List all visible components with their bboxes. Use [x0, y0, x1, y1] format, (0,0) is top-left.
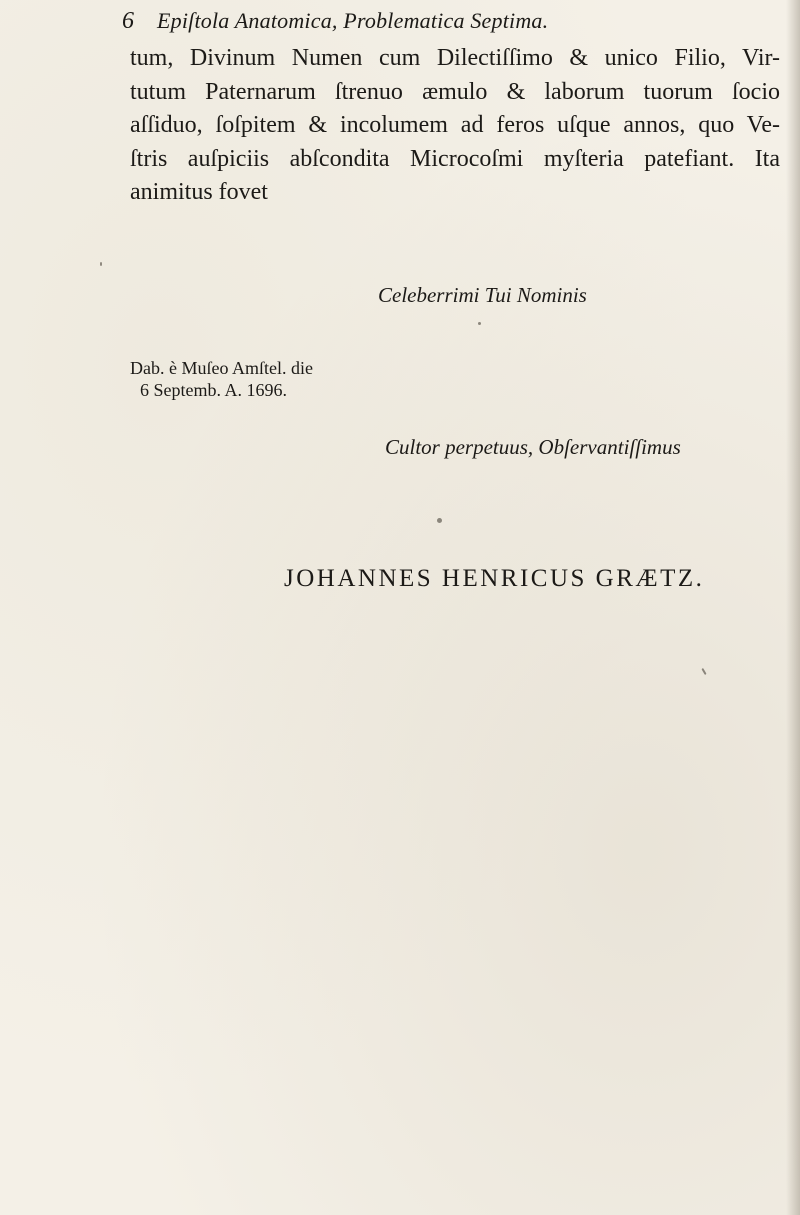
dateline-date: 6 Septemb. A. 1696.: [140, 380, 287, 400]
salutation: Celeberrimi Tui Nominis: [378, 283, 587, 307]
dateline-place: Dab. è Muſeo Amſtel. die: [130, 358, 313, 378]
ink-speck: [437, 518, 442, 523]
body-line: animitus fovet: [130, 179, 268, 205]
closing-formula: Cultor perpetuus, Obſervantiſſimus: [385, 435, 681, 459]
page-edge-shadow: [786, 0, 800, 1215]
page-number: 6: [122, 8, 134, 34]
running-title: Epiſtola Anatomica, Problematica Septima.: [157, 8, 549, 33]
ink-speck: [100, 262, 102, 266]
running-head: [122, 8, 762, 40]
dateline: [130, 357, 313, 401]
body-line: tum, Divinum Numen cum Dilectiſſimo & unico Filio, Vir-: [130, 45, 780, 71]
body-line: ſtris auſpiciis abſcondita Microcoſmi myſteria patefiant. Ita: [130, 145, 780, 172]
author-signature: JOHANNES HENRICUS GRÆTZ.: [284, 565, 705, 592]
ink-speck: [701, 668, 706, 675]
body-paragraph: [130, 42, 780, 210]
body-line: tutum Paternarum ſtrenuo æmulo & laborum tuorum ſocio: [130, 78, 780, 105]
body-line: aſſiduo, ſoſpitem & incolumem ad feros uſque annos, quo Ve-: [130, 112, 780, 138]
ink-speck: [478, 322, 481, 325]
